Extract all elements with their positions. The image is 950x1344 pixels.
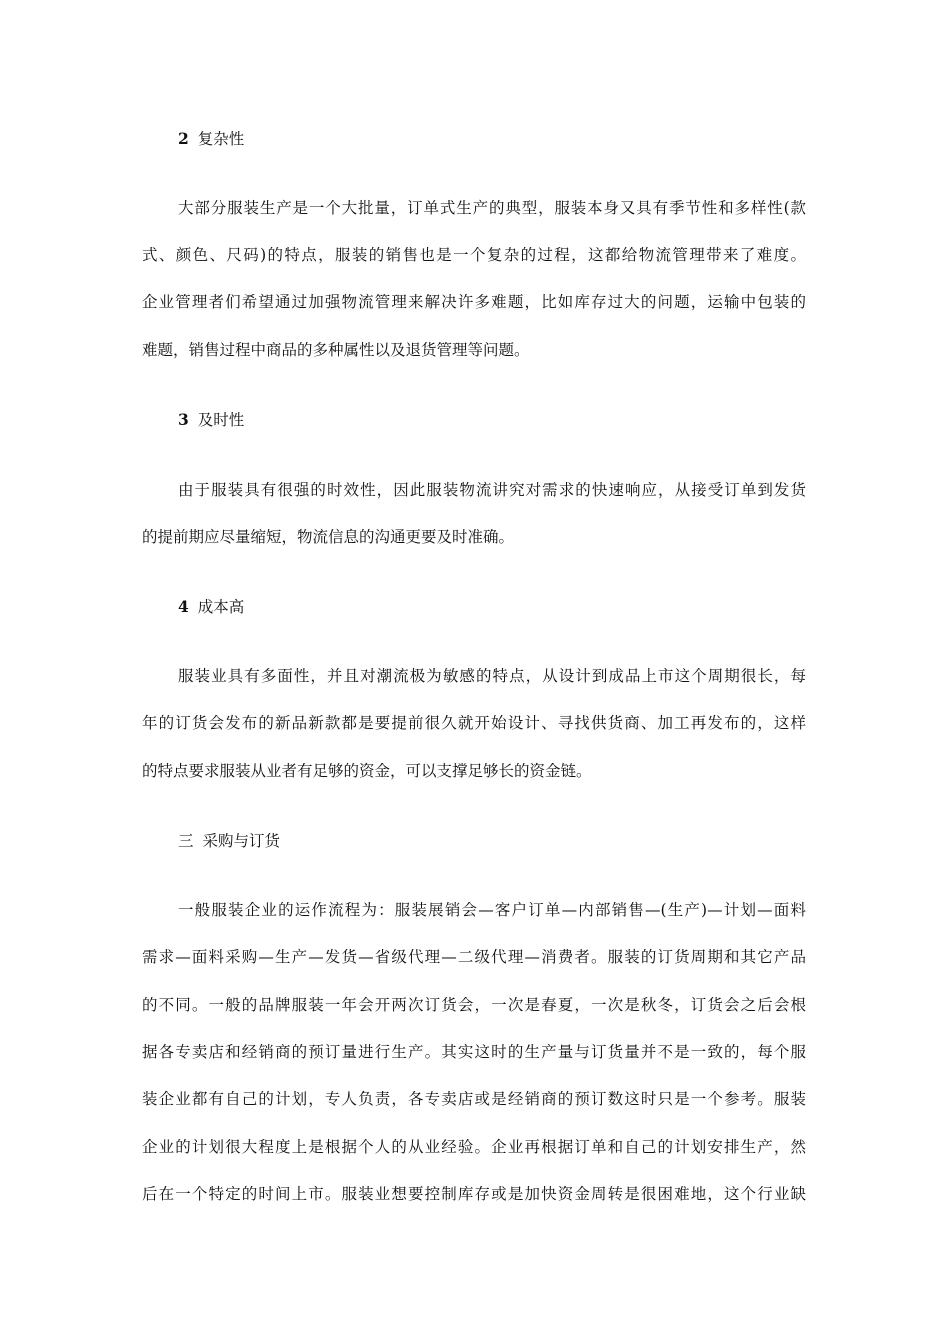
paragraph-line: 的特点要求服装从业者有足够的资金，可以支撑足够长的资金链。	[142, 762, 592, 780]
heading-number: 2	[178, 129, 189, 148]
paragraph-line: 一般服装企业的运作流程为：服装展销会—客户订单—内部销售—(生产)—计划—面料	[178, 901, 806, 919]
paragraph-line: 大部分服装生产是一个大批量，订单式生产的典型，服装本身又具有季节性和多样性(款	[178, 199, 806, 217]
paragraph-line: 企业管理者们希望通过加强物流管理来解决许多难题，比如库存过大的问题，运输中包装的	[142, 293, 806, 311]
heading-text: 成本高	[197, 598, 245, 616]
heading-number: 4	[178, 597, 189, 616]
paragraph-line: 年的订货会发布的新品新款都是要提前很久就开始设计、寻找供货商、加工再发布的，这样	[142, 714, 806, 732]
paragraph-line: 服装业具有多面性，并且对潮流极为敏感的特点，从设计到成品上市这个周期很长，每	[178, 667, 806, 685]
heading-number: 三	[178, 832, 194, 850]
paragraph-line: 企业的计划很大程度上是根据个人的从业经验。企业再根据订单和自己的计划安排生产，然	[142, 1138, 806, 1156]
heading-text: 复杂性	[197, 130, 245, 148]
paragraph-line: 据各专卖店和经销商的预订量进行生产。其实这时的生产量与订货量并不是一致的，每个服	[142, 1043, 806, 1061]
section-heading-complexity	[178, 129, 244, 149]
paragraph-line: 后在一个特定的时间上市。服装业想要控制库存或是加快资金周转是很困难地，这个行业缺	[142, 1185, 806, 1203]
heading-number: 3	[178, 410, 189, 429]
paragraph-line: 的提前期应尽量缩短，物流信息的沟通更要及时准确。	[142, 528, 515, 546]
paragraph-line: 难题，销售过程中商品的多种属性以及退货管理等问题。	[142, 341, 530, 359]
section-heading-procurement	[178, 831, 280, 851]
paragraph-line: 由于服装具有很强的时效性，因此服装物流讲究对需求的快速响应，从接受订单到发货	[178, 481, 806, 499]
paragraph-line: 装企业都有自己的计划，专人负责，各专卖店或是经销商的预订数这时只是一个参考。服装	[142, 1090, 806, 1108]
section-heading-timeliness	[178, 410, 244, 430]
paragraph-line: 需求—面料采购—生产—发货—省级代理—二级代理—消费者。服装的订货周期和其它产品	[142, 948, 806, 966]
paragraph-line: 式、颜色、尺码)的特点，服装的销售也是一个复杂的过程，这都给物流管理带来了难度。	[142, 246, 806, 264]
heading-text: 采购与订货	[202, 832, 281, 850]
heading-text: 及时性	[197, 411, 245, 429]
section-heading-high-cost	[178, 597, 244, 617]
paragraph-line: 的不同。一般的品牌服装一年会开两次订货会，一次是春夏，一次是秋冬，订货会之后会根	[142, 996, 806, 1014]
